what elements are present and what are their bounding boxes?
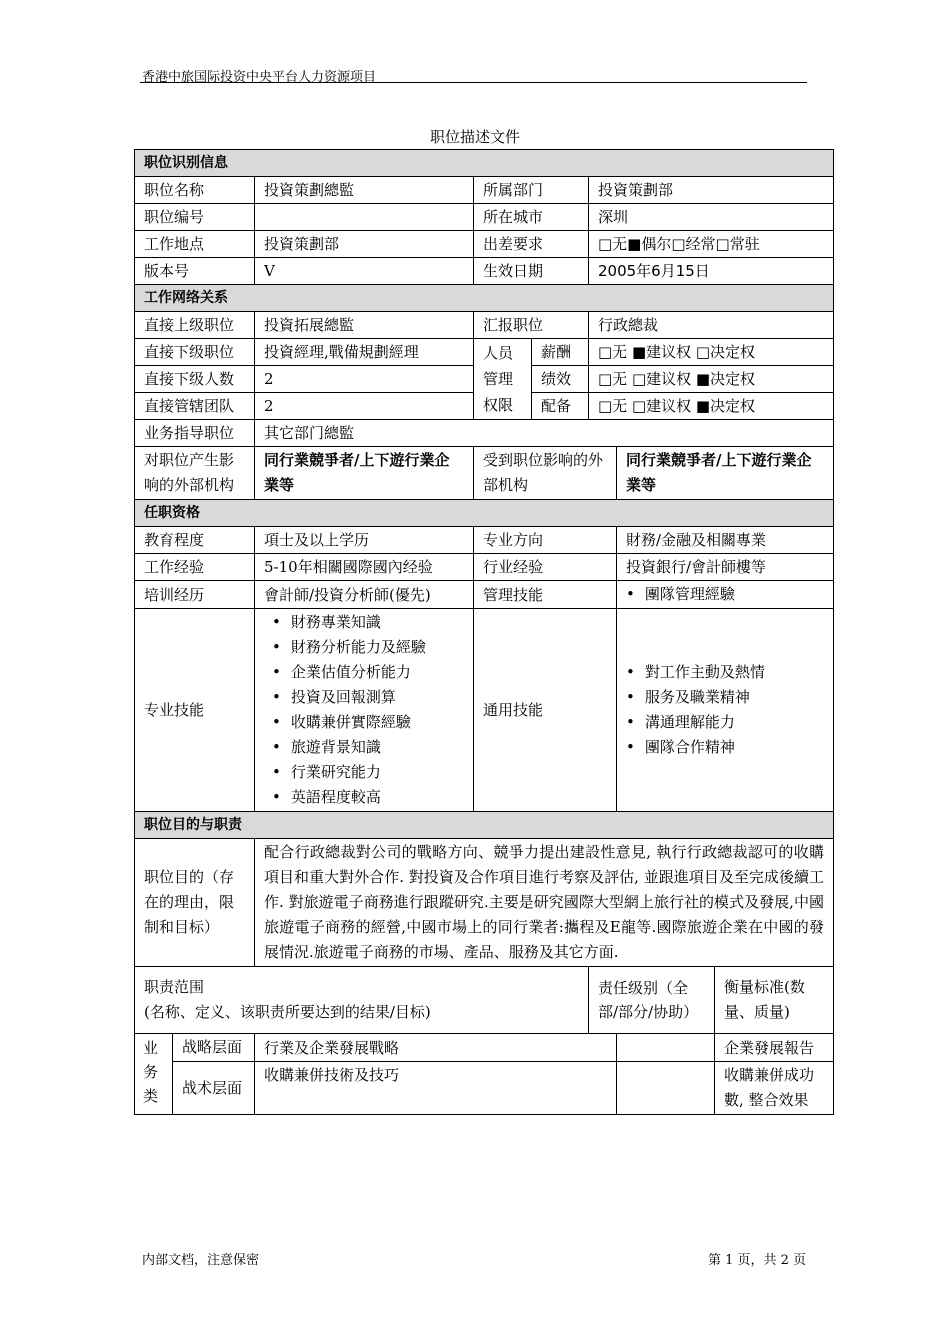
city-value: 深圳 bbox=[589, 204, 834, 231]
training-value: 會計師/投資分析師(優先) bbox=[255, 581, 474, 609]
pro-skill-item: • 行業研究能力 bbox=[272, 760, 464, 785]
pro-skill-item: • 財務分析能力及經驗 bbox=[272, 635, 464, 660]
pay-label: 薪酬 bbox=[532, 339, 589, 366]
position-code-label: 职位编号 bbox=[135, 204, 255, 231]
general-skill-list bbox=[617, 609, 834, 812]
scope-header bbox=[135, 967, 589, 1034]
experience-label: 工作经验 bbox=[135, 554, 255, 581]
management-label: 管理技能 bbox=[474, 581, 617, 609]
major-label: 专业方向 bbox=[474, 527, 617, 554]
pro-skill-item: • 投資及回報測算 bbox=[272, 685, 464, 710]
pro-skill-item: • 收購兼併實際經驗 bbox=[272, 710, 464, 735]
travel-label: 出差要求 bbox=[474, 231, 589, 258]
industry-value: 投資銀行/會計師樓等 bbox=[617, 554, 834, 581]
report-value: 行政總裁 bbox=[589, 312, 834, 339]
work-place-value: 投資策劃部 bbox=[255, 231, 474, 258]
job-description-table bbox=[134, 149, 834, 1115]
effective-date-value: 2005年6月15日 bbox=[589, 258, 834, 285]
level-value bbox=[617, 1062, 715, 1115]
performance-label: 绩效 bbox=[532, 366, 589, 393]
management-value bbox=[617, 581, 834, 609]
general-skill-item: • 團隊合作精神 bbox=[626, 735, 824, 760]
general-skill-item: • 服务及職業精神 bbox=[626, 685, 824, 710]
pro-skill-list bbox=[255, 609, 474, 812]
subordinate-count-value: 2 bbox=[255, 366, 474, 393]
external-affect-label: 对职位产生影响的外部机构 bbox=[135, 447, 255, 500]
measure-value: 收購兼併成功數, 整合效果 bbox=[715, 1062, 834, 1115]
scope-title: 职责范围 bbox=[144, 978, 205, 996]
scope-subtitle: (名称、定义、该职责所要达到的结果/目标) bbox=[144, 1003, 431, 1021]
version-label: 版本号 bbox=[135, 258, 255, 285]
education-value: 項士及以上学历 bbox=[255, 527, 474, 554]
report-label: 汇报职位 bbox=[474, 312, 589, 339]
footer-confidential: 内部文档，注意保密 bbox=[142, 1253, 260, 1268]
footer-page-number: 第 1 页，共 2 页 bbox=[708, 1253, 807, 1268]
position-name-value: 投資策劃總監 bbox=[255, 177, 474, 204]
header-rule bbox=[140, 82, 807, 83]
level-header: 责任级别（全部/部分/协助） bbox=[589, 967, 715, 1034]
section-network: 工作网络关系 bbox=[135, 285, 834, 312]
education-label: 教育程度 bbox=[135, 527, 255, 554]
section-qualification: 任职资格 bbox=[135, 500, 834, 527]
external-affected-value: 同行業競爭者/上下遊行業企業等 bbox=[617, 447, 834, 500]
section-identify: 职位识别信息 bbox=[135, 150, 834, 177]
city-label: 所在城市 bbox=[474, 204, 589, 231]
measure-value: 企業發展報告 bbox=[715, 1034, 834, 1062]
department-value: 投資策劃部 bbox=[589, 177, 834, 204]
section-purpose: 职位目的与职责 bbox=[135, 812, 834, 839]
measure-header: 衡量标准(数量、质量) bbox=[715, 967, 834, 1034]
industry-label: 行业经验 bbox=[474, 554, 617, 581]
team-label: 直接管辖团队 bbox=[135, 393, 255, 420]
performance-value: □无 □建议权 ■决定权 bbox=[589, 366, 834, 393]
running-header: 香港中旅国际投资中央平台人力资源项目 bbox=[142, 70, 377, 85]
general-skill-label: 通用技能 bbox=[474, 609, 617, 812]
guide-label: 业务指导职位 bbox=[135, 420, 255, 447]
allocation-value: □无 □建议权 ■决定权 bbox=[589, 393, 834, 420]
layer-label: 战略层面 bbox=[173, 1034, 255, 1062]
pro-skill-item: • 旅遊背景知識 bbox=[272, 735, 464, 760]
hr-label-line: 管理 bbox=[483, 370, 514, 388]
hr-label-line: 人员 bbox=[483, 344, 514, 362]
position-code-value bbox=[255, 204, 474, 231]
pro-skill-label: 专业技能 bbox=[135, 609, 255, 812]
layer-label: 战术层面 bbox=[173, 1062, 255, 1115]
management-skill-item: • 團隊管理經驗 bbox=[626, 582, 824, 607]
work-place-label: 工作地点 bbox=[135, 231, 255, 258]
document-title: 职位描述文件 bbox=[429, 128, 520, 146]
duty-value: 收購兼併技術及技巧 bbox=[255, 1062, 617, 1115]
level-value bbox=[617, 1034, 715, 1062]
hr-authority-label bbox=[474, 339, 532, 420]
travel-value: □无■偶尔□经常□常驻 bbox=[589, 231, 834, 258]
purpose-label: 职位目的（存在的理由，限制和目标） bbox=[135, 839, 255, 967]
pro-skill-item: • 財務專業知識 bbox=[272, 610, 464, 635]
general-skill-item: • 對工作主動及熱情 bbox=[626, 660, 824, 685]
pay-value: □无 ■建议权 □决定权 bbox=[589, 339, 834, 366]
training-label: 培训经历 bbox=[135, 581, 255, 609]
allocation-label: 配备 bbox=[532, 393, 589, 420]
general-skill-item: • 溝通理解能力 bbox=[626, 710, 824, 735]
purpose-text: 配合行政總裁對公司的戰略方向、競爭力提出建設性意見, 執行行政總裁認可的收購項目和重大對外合作. 對投資及合作項目進行考察及評估, 並跟進項目及至完成後續工作. 對旅遊電子商務進行跟蹤研究.主要是研究國際大型網上旅行社的模式及發展,中國旅遊電子商務的經營,中國市場上的同行業者:攜程及E龍等.國際旅遊企業在中國的發展情況.旅遊電子商務的市場、產品、服務及其它方面. bbox=[255, 839, 834, 967]
superior-value: 投資拓展總監 bbox=[255, 312, 474, 339]
pro-skill-item: • 企業估值分析能力 bbox=[272, 660, 464, 685]
team-value: 2 bbox=[255, 393, 474, 420]
external-affected-label: 受到职位影响的外部机构 bbox=[474, 447, 617, 500]
subordinate-count-label: 直接下级人数 bbox=[135, 366, 255, 393]
business-category-label: 业务类 bbox=[135, 1034, 173, 1115]
effective-date-label: 生效日期 bbox=[474, 258, 589, 285]
subordinate-label: 直接下级职位 bbox=[135, 339, 255, 366]
subordinate-value: 投資經理,戰備規劃經理 bbox=[255, 339, 474, 366]
duty-value: 行業及企業發展戰略 bbox=[255, 1034, 617, 1062]
department-label: 所属部门 bbox=[474, 177, 589, 204]
external-affect-value: 同行業競爭者/上下遊行業企業等 bbox=[255, 447, 474, 500]
pro-skill-item: • 英語程度較高 bbox=[272, 785, 464, 810]
position-name-label: 职位名称 bbox=[135, 177, 255, 204]
major-value: 財務/金融及相關專業 bbox=[617, 527, 834, 554]
hr-label-line: 权限 bbox=[483, 396, 514, 414]
version-value: V bbox=[255, 258, 474, 285]
superior-label: 直接上级职位 bbox=[135, 312, 255, 339]
experience-value: 5-10年相關國際國內经验 bbox=[255, 554, 474, 581]
guide-value: 其它部门總監 bbox=[255, 420, 834, 447]
